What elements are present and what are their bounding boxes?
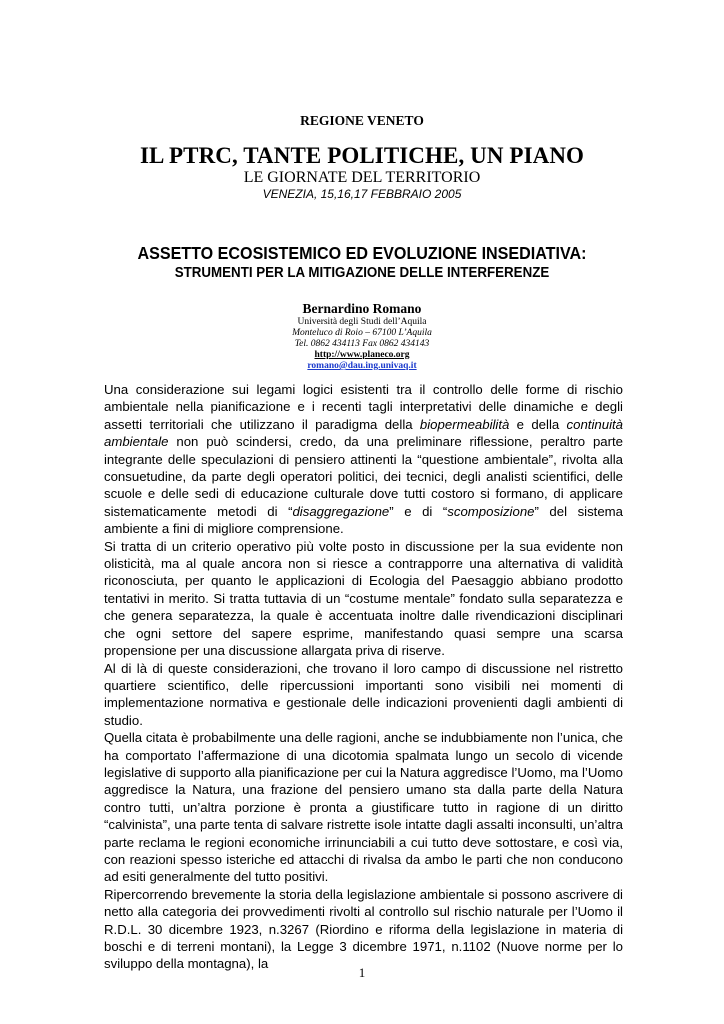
paragraph-1-text: non può scindersi, credo, da una preliminare riflessione, peraltro parte integrante delle speculazioni di pensiero attinenti la “questione ambientale”, rivolta alla consuetudine, da parte degli operatori politici, dei tecnici, degli analisti scientifici, delle scuole e delle sedi di educazione culturale dove tutti costoro si formano, di applicare sistematicamente metodi di “ — [104, 434, 623, 519]
event-date: VENEZIA, 15,16,17 FEBBRAIO 2005 — [262, 187, 462, 201]
paragraph-1-text: e della — [509, 416, 567, 432]
paragraph-1-text: Una considerazione sui legami logici esistenti tra il controllo delle forme di rischio ambientale nella pianificazione e i recenti tagli interpretativi delle dinamiche e degli assetti territoriali che utilizzano il paradigma della — [104, 382, 623, 432]
paragraph-1-text: ” del sistema ambiente a fini di migliore comprensione. — [104, 503, 623, 537]
paragraph-5: Ripercorrendo brevemente la storia della legislazione ambientale si possono ascrivere di netto alla categoria dei provvedimenti rivolti al controllo sul rischio naturale per l’Uomo il R.D.L. 30 dicembre 1923, n.3267 (Riordino e riforma della legislazione in materia di boschi e di terreni montani), la Legge 3 dicembre 1971, n.1102 (Nuove norme per lo sviluppo della montagna), la — [104, 886, 623, 972]
author-email-link[interactable]: romano@dau.ing.univaq.it — [307, 361, 417, 371]
paragraph-1-text: ” e di “ — [389, 503, 448, 519]
author-university: Università degli Studi dell’Aquila — [297, 317, 427, 327]
paragraph-2: Si tratta di un criterio operativo più volte posto in discussione per la sua evidente non olisticità, ma al quale ancora non si riesce a contrapporre una alternativa di validità riconosciuta, per quanto le applicazioni di Ecologia del Paesaggio abbiano prodotto tentativi in merito. Si tratta tuttavia di un “costume mentale” fondato sulla separatezza e che genera separatezza, la quale è accentuata inoltre dalle rivendicazioni disciplinari che ogni settore del sapere esprime, manifestando quasi sempre una scarsa propensione per una discussione allargata priva di riserve. — [104, 538, 623, 659]
term-disaggregazione: disaggregazione — [292, 503, 390, 519]
body-text — [104, 381, 623, 973]
paragraph-3: Al di là di queste considerazioni, che trovano il loro campo di discussione nel ristretto quartiere scientifico, delle ripercussioni importanti sono visibili nei momenti di implementazione normativa e gestionale delle indicazioni provenienti dagli ambienti di studio. — [104, 660, 623, 728]
section-title: ASSETTO ECOSISTEMICO ED EVOLUZIONE INSEDIATIVA: — [137, 243, 587, 263]
term-biopermeabilita: biopermeabilità — [419, 416, 510, 432]
author-name: Bernardino Romano — [302, 301, 422, 316]
term-continuita-ambientale: continuità ambientale — [104, 416, 623, 450]
author-block — [0, 301, 724, 372]
region-heading: REGIONE VENETO — [300, 113, 424, 128]
document-title: IL PTRC, TANTE POLITICHE, UN PIANO — [139, 143, 585, 168]
author-website-link[interactable]: http://www.planeco.org — [314, 350, 410, 360]
author-address: Monteluco di Roio – 67100 L’Aquila — [292, 328, 432, 338]
event-subtitle: LE GIORNATE DEL TERRITORIO — [243, 169, 481, 186]
paragraph-4: Quella citata è probabilmente una delle ragioni, anche se indubbiamente non l’unica, che ha comportato l’affermazione di una dicotomia spalmata lungo un secolo di vicende legislative di supporto alla pianificazione per cui la Natura aggredisce l’Uomo, ma l’Uomo aggredisce la Natura, una frazione del pensiero umano sta dalla parte della Natura contro tutti, un’altra porzione è pronta a giustificare tutto in ragione di un diritto “calvinista”, una parte tenta di salvare ristrette isole intatte dagli assalti inconsulti, un’altra parte reclama le regioni economiche irrinunciabili a cui tutto deve sottostare, e così via, con reazioni spesso isteriche ed attacchi di rivalsa da ambo le parti che non conducono ad esiti generalmente del tutto positivi. — [104, 730, 623, 885]
term-scomposizione: scomposizione — [447, 503, 535, 519]
section-subtitle: STRUMENTI PER LA MITIGAZIONE DELLE INTERFERENZE — [174, 265, 550, 281]
page-number: 1 — [358, 965, 366, 980]
paragraph-1 — [104, 381, 623, 538]
author-phone: Tel. 0862 434113 Fax 0862 434143 — [294, 339, 430, 349]
